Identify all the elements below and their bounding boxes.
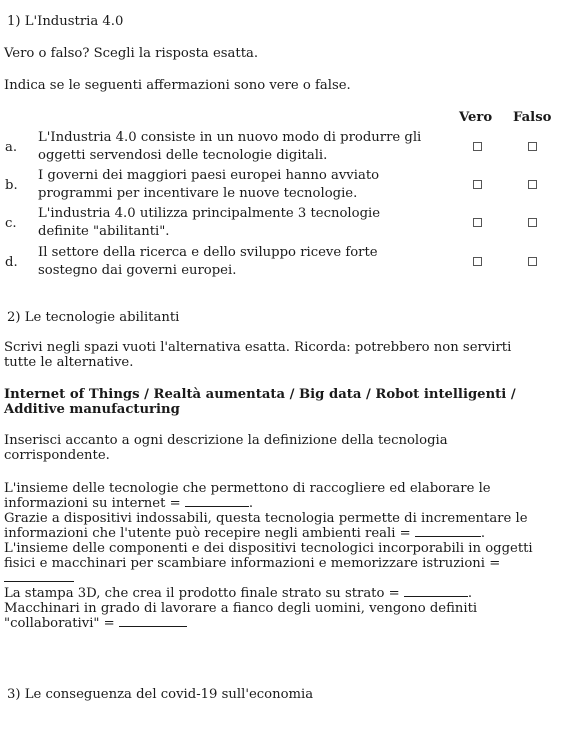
statement-letter: a. xyxy=(5,140,18,155)
checkbox-true-c[interactable] xyxy=(473,218,482,227)
definition-1-line: L'insieme delle tecnologie che permettono di raccogliere ed elaborare le xyxy=(4,481,491,496)
definition-2-line: Grazie a dispositivi indossabili, questa tecnologia permette di incrementare le xyxy=(4,511,528,526)
definition-3-line: fisici e macchinari per scambiare informazioni e memorizzare istruzioni = xyxy=(4,556,501,571)
statement-letter: d. xyxy=(5,255,18,270)
answer-blank-2[interactable] xyxy=(415,536,481,537)
definition-1-answer-line xyxy=(4,496,580,511)
answer-blank-4[interactable] xyxy=(404,596,468,597)
checkbox-true-a[interactable] xyxy=(473,142,482,151)
definition-3-line: L'insieme delle componenti e dei dispositivi tecnologici incorporabili in oggetti xyxy=(4,541,533,556)
statement-b xyxy=(38,168,379,201)
options-line: Internet of Things / Realtà aumentata / Big data / Robot intelligenti / xyxy=(4,387,516,402)
definition-1-text: informazioni su internet = xyxy=(4,496,185,511)
statement-line: programmi per incentivare le nuove tecnologie. xyxy=(38,186,358,201)
answer-blank-3[interactable] xyxy=(4,581,74,582)
period: . xyxy=(248,496,254,511)
statement-line: I governi dei maggiori paesi europei hanno avviato xyxy=(38,168,380,183)
task-line: corrispondente. xyxy=(4,448,110,463)
task-line: Inserisci accanto a ogni descrizione la definizione della tecnologia xyxy=(4,433,448,448)
statement-line: definite "abilitanti". xyxy=(38,224,170,239)
column-header-true: Vero xyxy=(459,110,493,125)
section1-title: 1) L'Industria 4.0 xyxy=(7,14,124,29)
section2-instruction xyxy=(4,340,511,370)
statement-line: oggetti servendosi delle tecnologie digitali. xyxy=(38,148,328,163)
definition-2-text: informazioni che l'utente può recepire negli ambienti reali = xyxy=(4,526,415,541)
definition-3-answer-line xyxy=(4,571,580,586)
options-line: Additive manufacturing xyxy=(4,402,180,417)
definition-5-line: Macchinari in grado di lavorare a fianco degli uomini, vengono definiti xyxy=(4,601,478,616)
period: . xyxy=(467,586,473,601)
definition-5-text: "collaborativi" = xyxy=(4,616,119,631)
statement-line: L'industria 4.0 utilizza principalmente 3 tecnologie xyxy=(38,206,381,221)
statement-line: L'Industria 4.0 consiste in un nuovo modo di produrre gli xyxy=(38,130,422,145)
statement-c xyxy=(38,206,380,239)
statement-line: sostegno dai governi europei. xyxy=(38,263,237,278)
statement-d xyxy=(38,245,378,278)
statement-letter: c. xyxy=(5,216,17,231)
period: . xyxy=(480,526,486,541)
instruction-line: tutte le alternative. xyxy=(4,355,134,370)
technology-options xyxy=(4,387,516,417)
section1-instruction: Indica se le seguenti affermazioni sono vere o false. xyxy=(4,78,351,93)
checkbox-false-a[interactable] xyxy=(528,142,537,151)
checkbox-false-b[interactable] xyxy=(528,180,537,189)
definitions-block xyxy=(4,481,580,631)
section2-task xyxy=(4,433,448,463)
statement-line: Il settore della ricerca e dello sviluppo riceve forte xyxy=(38,245,378,260)
checkbox-true-b[interactable] xyxy=(473,180,482,189)
answer-blank-1[interactable] xyxy=(185,506,249,507)
checkbox-false-d[interactable] xyxy=(528,257,537,266)
answer-blank-5[interactable] xyxy=(119,626,187,627)
definition-2-answer-line xyxy=(4,526,580,541)
definition-4-text: La stampa 3D, che crea il prodotto finale strato su strato = xyxy=(4,586,404,601)
column-header-false: Falso xyxy=(513,110,552,125)
definition-4-line xyxy=(4,586,580,601)
statement-a xyxy=(38,130,421,163)
section3-title: 3) Le conseguenza del covid-19 sull'economia xyxy=(7,687,314,702)
definition-5-answer-line xyxy=(4,616,580,631)
instruction-line: Scrivi negli spazi vuoti l'alternativa esatta. Ricorda: potrebbero non servirti xyxy=(4,340,512,355)
checkbox-true-d[interactable] xyxy=(473,257,482,266)
section2-title: 2) Le tecnologie abilitanti xyxy=(7,310,180,325)
section1-prompt: Vero o falso? Scegli la risposta esatta. xyxy=(4,46,259,61)
statement-letter: b. xyxy=(5,178,18,193)
checkbox-false-c[interactable] xyxy=(528,218,537,227)
